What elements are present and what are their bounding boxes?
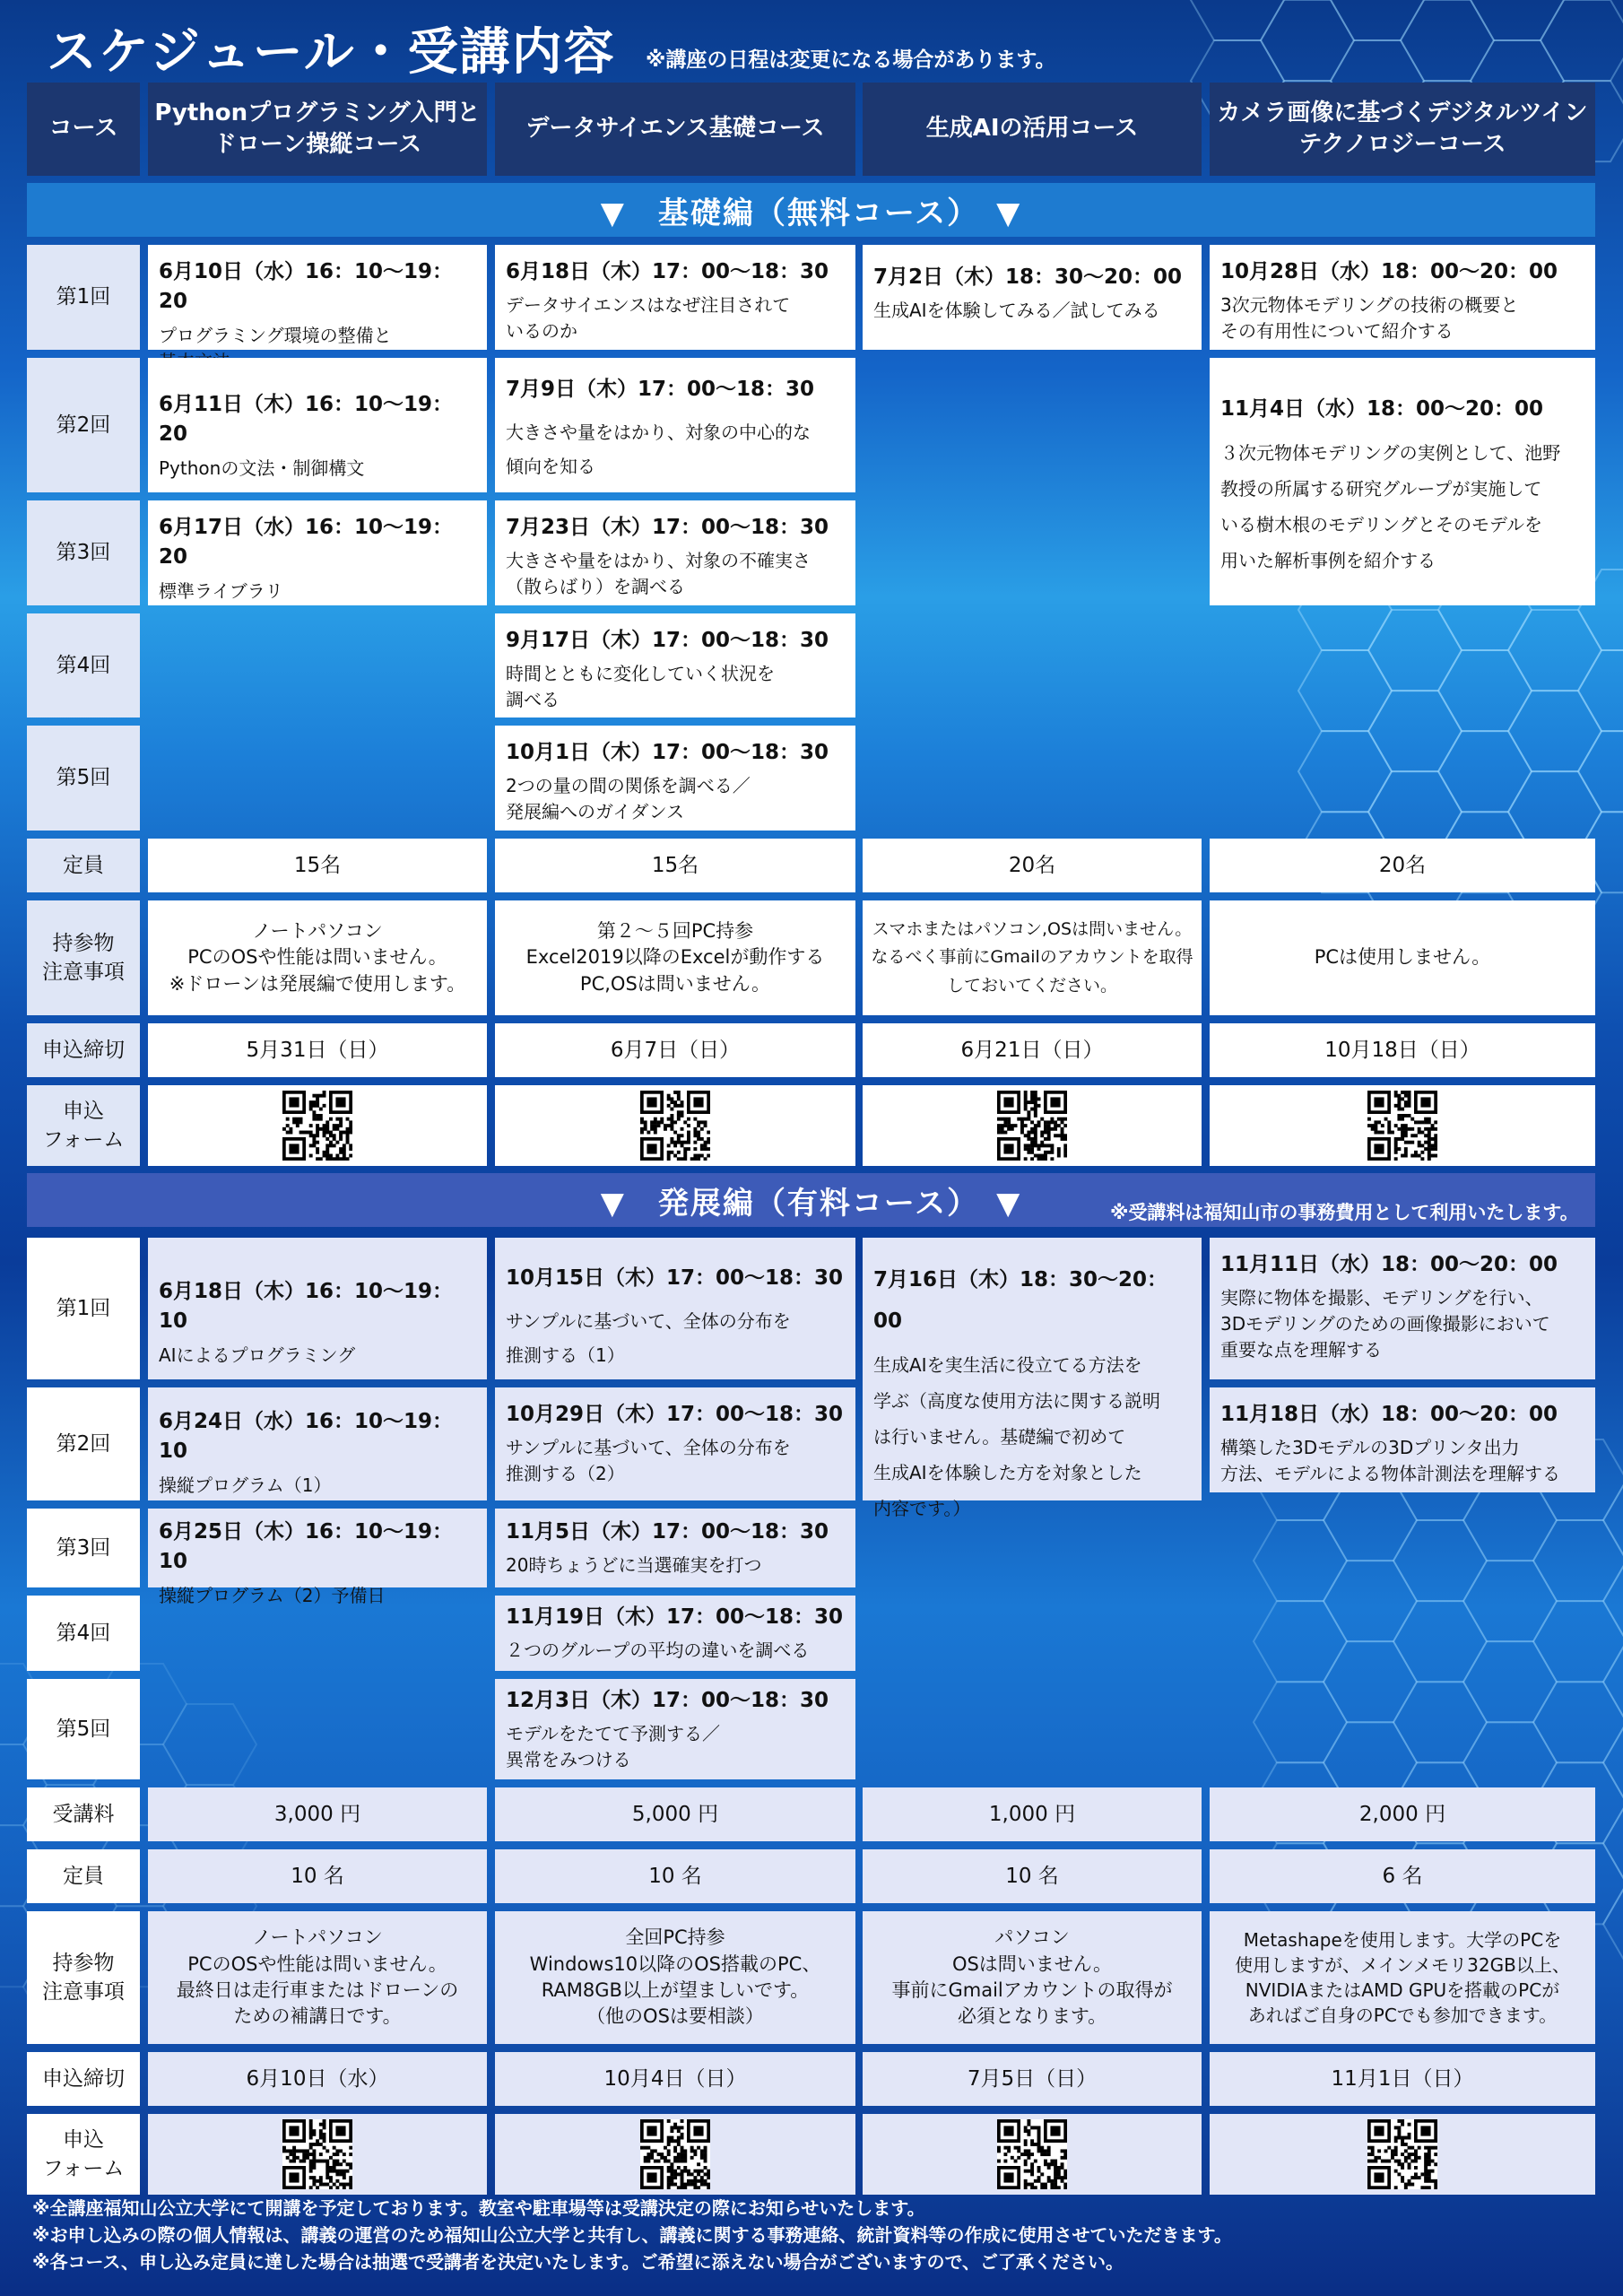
advanced-fee-note: ※受講料は福知山市の事務費用として利用いたします。 [1110,1202,1579,1223]
adv-dt-items: Metashapeを使用します。大学のPCを 使用しますが、メインメモリ32GB以上、 NVIDIAまたはAMD GPUを搭載のPCが あればご自身のPCでも参加できます。 [1210,1911,1595,2044]
session-topic: ３次元物体モデリングの実例として、池野 教授の所属する研究グループが実施して いる樹木根のモデリングとそのモデルを 用いた解析事例を紹介する [1220,442,1561,571]
session-date: 10月29日（木）17：00〜18：30 [506,1403,844,1426]
qr-code-icon[interactable] [282,1091,352,1161]
basic-round-4-label: 第4回 [27,613,140,718]
header-data-science: データサイエンス基礎コース [495,83,855,176]
session-date: 11月11日（水）18：00〜20：00 [1220,1253,1558,1276]
session-topic: 操縦プログラム（1） [159,1474,332,1496]
basic-round-2-label: 第2回 [27,358,140,492]
footer-note-1: ※全講座福知山公立大学にて開講を予定しております。教室や駐車場等は受講決定の際にお知らせいたします。 [32,2197,925,2219]
basic-ds-session-2 [495,358,855,492]
advanced-round-5-label: 第5回 [27,1679,140,1779]
header-generative-ai: 生成AIの活用コース [863,83,1202,176]
adv-ds-fee: 5,000 円 [495,1787,855,1841]
session-date: 7月2日（木）18：30〜20：00 [873,265,1183,289]
basic-dt-session-2 [1210,358,1595,605]
basic-ds-session-1 [495,245,855,350]
session-date: 6月18日（木）17：00〜18：30 [506,260,829,283]
basic-ds-items: 第２〜５回PC持参 Excel2019以降のExcelが動作する PC,OSは問いません。 [495,900,855,1015]
advanced-section-band: ▼ 発展編（有料コース） ▼ [27,1173,1595,1227]
adv-python-items: ノートパソコン PCのOSや性能は問いません。 最終日は走行車またはドローンの ための補講日です。 [148,1911,487,2044]
advanced-round-2-label: 第2回 [27,1387,140,1500]
session-date: 11月18日（水）18：00〜20：00 [1220,1403,1558,1426]
session-topic: ２つのグループの平均の違いを調べる [506,1639,810,1662]
adv-dt-session-2 [1210,1387,1595,1492]
session-topic: AIによるプログラミング [159,1344,356,1366]
adv-python-fee: 3,000 円 [148,1787,487,1841]
session-topic: 大きさや量をはかり、対象の中心的な 傾向を知る [506,421,811,477]
session-date: 6月18日（木）16：10〜19：10 [159,1280,454,1334]
basic-dt-capacity: 20名 [1210,839,1595,892]
basic-ai-deadline: 6月21日（日） [863,1023,1202,1077]
adv-ds-items: 全回PC持参 Windows10以降のOS搭載のPC、 RAM8GB以上が望ましいです。 （他のOSは要相談） [495,1911,855,2044]
session-date: 10月15日（木）17：00〜18：30 [506,1266,844,1290]
adv-ai-session-1 [863,1238,1202,1519]
qr-code-icon[interactable] [1367,2119,1437,2189]
basic-ai-session-1 [863,245,1202,350]
footer-note-3: ※各コース、申し込み定員に達した場合は抽選で受講者を決定いたします。ご希望に添えない場合がございますので、ご了承ください。 [32,2251,1124,2273]
basic-items-label: 持参物 注意事項 [27,900,140,1015]
basic-python-session-2 [148,358,487,492]
adv-ds-session-4 [495,1596,855,1671]
adv-ds-session-3 [495,1509,855,1587]
qr-code-icon[interactable] [640,1091,710,1161]
session-topic: 大きさや量をはかり、対象の不確実さ （散らばり）を調べる [506,550,811,598]
basic-ds-session-3 [495,500,855,605]
basic-ds-session-5 [495,726,855,831]
session-date: 11月5日（木）17：00〜18：30 [506,1520,829,1544]
session-topic: データサイエンスはなぜ注目されて いるのか [506,294,791,343]
session-topic: サンプルに基づいて、全体の分布を 推測する（2） [506,1437,791,1485]
session-topic: サンプルに基づいて、全体の分布を 推測する（1） [506,1309,791,1366]
adv-ai-items: パソコン OSは問いません。 事前にGmailアカウントの取得が 必須となります。 [863,1911,1202,2044]
advanced-capacity-label: 定員 [27,1849,140,1903]
basic-round-5-label: 第5回 [27,726,140,831]
header-digital-twin: カメラ画像に基づくデジタルツイン テクノロジーコース [1210,83,1595,176]
header-python-drone: Pythonプログラミング入門と ドローン操縦コース [148,83,487,176]
adv-dt-deadline: 11月1日（日） [1210,2052,1595,2106]
basic-form-label: 申込 フォーム [27,1085,140,1166]
session-topic: モデルをたてて予測する／ 異常をみつける [506,1723,720,1771]
adv-ai-capacity: 10 名 [863,1849,1202,1903]
adv-dt-fee: 2,000 円 [1210,1787,1595,1841]
qr-code-icon[interactable] [997,1091,1067,1161]
footer-note-2: ※お申し込みの際の個人情報は、講義の運営のため福知山公立大学と共有し、講義に関する事務連絡、統計資料等の作成に使用させていただきます。 [32,2224,1232,2246]
basic-python-session-3 [148,500,487,605]
basic-ds-form-qr[interactable] [495,1085,855,1166]
session-topic: 生成AIを体験してみる／試してみる [873,300,1160,322]
session-date: 11月4日（水）18：00〜20：00 [1220,397,1544,421]
basic-python-session-1 [148,245,487,350]
advanced-fee-label: 受講料 [27,1787,140,1841]
basic-deadline-label: 申込締切 [27,1023,140,1077]
session-date: 7月9日（木）17：00〜18：30 [506,378,815,401]
session-date: 9月17日（木）17：00〜18：30 [506,629,829,652]
session-topic: 3次元物体モデリングの技術の概要と その有用性について紹介する [1220,294,1519,343]
qr-code-icon[interactable] [282,2119,352,2189]
basic-dt-form-qr[interactable] [1210,1085,1595,1166]
adv-ds-session-5 [495,1679,855,1779]
session-date: 11月19日（木）17：00〜18：30 [506,1605,844,1629]
advanced-round-4-label: 第4回 [27,1596,140,1671]
advanced-form-label: 申込 フォーム [27,2114,140,2195]
adv-dt-form-qr[interactable] [1210,2114,1595,2195]
basic-python-items: ノートパソコン PCのOSや性能は問いません。 ※ドローンは発展編で使用します。 [148,900,487,1015]
basic-ds-capacity: 15名 [495,839,855,892]
session-topic: 標準ライブラリ [159,579,283,602]
basic-ds-session-4 [495,613,855,718]
session-date: 10月1日（木）17：00〜18：30 [506,741,829,764]
session-topic: 時間とともに変化していく状況を 調べる [506,663,775,711]
session-date: 6月25日（木）16：10〜19：10 [159,1520,454,1574]
session-topic: Pythonの文法・制御構文 [159,457,365,479]
basic-round-3-label: 第3回 [27,500,140,605]
session-topic: 20時ちょうどに当選確実を打つ [506,1554,762,1577]
adv-python-session-2 [148,1387,487,1500]
adv-dt-capacity: 6 名 [1210,1849,1595,1903]
basic-round-1-label: 第1回 [27,245,140,350]
basic-dt-session-1 [1210,245,1595,350]
adv-python-session-3 [148,1509,487,1606]
session-date: 6月24日（水）16：10〜19：10 [159,1410,454,1464]
qr-code-icon[interactable] [640,2119,710,2189]
adv-ai-deadline: 7月5日（日） [863,2052,1202,2106]
basic-ai-capacity: 20名 [863,839,1202,892]
qr-code-icon[interactable] [1367,1091,1437,1161]
adv-ai-form-qr[interactable] [863,2114,1202,2195]
basic-ai-items: スマホまたはパソコン,OSは問いません。 なるべく事前にGmailのアカウントを取得 しておいてください。 [863,900,1202,1015]
header-course: コース [27,83,140,176]
basic-ds-deadline: 6月7日（日） [495,1023,855,1077]
session-date: 6月17日（水）16：10〜19：20 [159,516,454,570]
adv-ds-deadline: 10月4日（日） [495,2052,855,2106]
basic-python-deadline: 5月31日（日） [148,1023,487,1077]
basic-capacity-label: 定員 [27,839,140,892]
advanced-round-1-label: 第1回 [27,1238,140,1379]
session-topic: プログラミング環境の整備と [159,324,392,346]
schedule-change-note: ※講座の日程は変更になる場合があります。 [646,48,1056,72]
adv-dt-session-1 [1210,1238,1595,1379]
session-topic: 操縦プログラム（2）予備日 [159,1584,386,1606]
adv-python-session-1 [148,1238,487,1379]
session-date: 6月10日（水）16：10〜19：20 [159,260,454,314]
basic-ai-form-qr[interactable] [863,1085,1202,1166]
advanced-items-label: 持参物 注意事項 [27,1911,140,2044]
session-date: 7月23日（木）17：00〜18：30 [506,516,829,539]
basic-dt-deadline: 10月18日（日） [1210,1023,1595,1077]
advanced-deadline-label: 申込締切 [27,2052,140,2106]
adv-ds-capacity: 10 名 [495,1849,855,1903]
adv-ai-fee: 1,000 円 [863,1787,1202,1841]
session-topic: 構築した3Dモデルの3Dプリンタ出力 方法、モデルによる物体計測法を理解する [1220,1437,1560,1485]
basic-dt-items: PCは使用しません。 [1210,900,1595,1015]
adv-ds-session-1 [495,1238,855,1379]
session-date: 10月28日（水）18：00〜20：00 [1220,260,1558,283]
adv-ds-session-2 [495,1387,855,1500]
session-topic: 生成AIを実生活に役立てる方法を 学ぶ（高度な使用方法に関する説明 は行いません。基礎編で初めて 生成AIを体験した方を対象とした 内容です。） [873,1354,1160,1519]
basic-python-form-qr[interactable] [148,1085,487,1166]
session-date: 12月3日（木）17：00〜18：30 [506,1689,829,1712]
qr-code-icon[interactable] [997,2119,1067,2189]
advanced-round-3-label: 第3回 [27,1509,140,1587]
basic-section-band: ▼ 基礎編（無料コース） ▼ [27,183,1595,237]
page-title: スケジュール・受講内容 [47,23,616,82]
adv-python-deadline: 6月10日（水） [148,2052,487,2106]
session-date: 7月16日（木）18：30〜20：00 [873,1268,1168,1333]
session-topic: 2つの量の間の関係を調べる／ 発展編へのガイダンス [506,775,751,823]
session-date: 6月11日（木）16：10〜19：20 [159,393,454,447]
basic-python-capacity: 15名 [148,839,487,892]
adv-python-capacity: 10 名 [148,1849,487,1903]
adv-ds-form-qr[interactable] [495,2114,855,2195]
session-topic: 実際に物体を撮影、モデリングを行い、 3Dモデリングのための画像撮影において 重要な点を理解する [1220,1287,1550,1361]
adv-python-form-qr[interactable] [148,2114,487,2195]
